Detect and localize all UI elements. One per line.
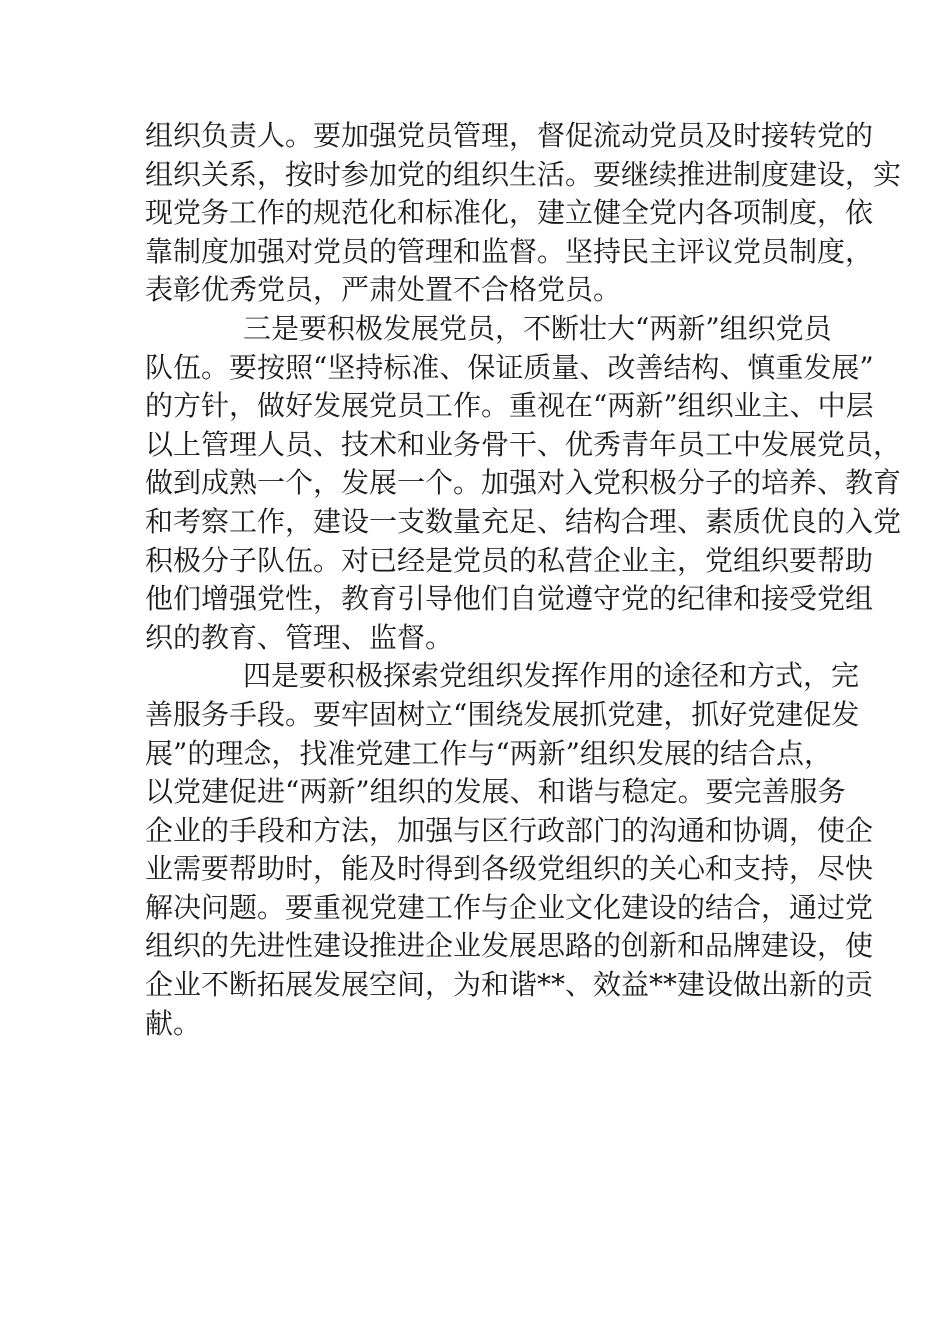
text-line: 展”的理念，找准党建工作与“两新”组织发展的结合点， <box>145 736 832 770</box>
text-line: 做到成熟一个，发展一个。加强对入党积极分子的培养、教育 <box>145 466 902 500</box>
text-line: 献。 <box>145 1006 202 1040</box>
text-line: 现党务工作的规范化和标准化，建立健全党内各项制度，依 <box>145 196 874 230</box>
text-line: 靠制度加强对党员的管理和监督。坚持民主评议党员制度， <box>145 234 874 268</box>
text-line: 四是要积极探索党组织发挥作用的途径和方式，完 <box>243 659 860 693</box>
text-line: 组织的先进性建设推进企业发展思路的创新和品牌建设，使 <box>145 929 874 963</box>
text-line: 组织负责人。要加强党员管理，督促流动党员及时接转党的 <box>145 119 874 152</box>
text-line: 表彰优秀党员，严肃处置不合格党员。 <box>145 273 622 307</box>
text-line: 三是要积极发展党员，不断壮大“两新”组织党员 <box>243 311 832 345</box>
text-line: 织的教育、管理、监督。 <box>145 620 454 654</box>
text-line: 解决问题。要重视党建工作与企业文化建设的结合，通过党 <box>145 890 874 924</box>
text-line: 队伍。要按照“坚持标准、保证质量、改善结构、慎重发展” <box>145 350 874 384</box>
text-line: 组织关系，按时参加党的组织生活。要继续推进制度建设，实 <box>145 157 902 191</box>
text-line: 企业的手段和方法，加强与区行政部门的沟通和协调，使企 <box>145 813 874 847</box>
text-line: 的方针，做好发展党员工作。重视在“两新”组织业主、中层 <box>145 389 874 423</box>
text-line: 以上管理人员、技术和业务骨干、优秀青年员工中发展党员， <box>145 427 902 461</box>
text-line: 企业不断拓展发展空间，为和谐**、效益**建设做出新的贡 <box>145 968 874 1002</box>
document-body <box>145 117 902 1043</box>
paragraph-explore-role <box>145 657 874 1043</box>
text-line: 他们增强党性，教育引导他们自觉遵守党的纪律和接受党组 <box>145 582 874 616</box>
text-line: 积极分子队伍。对已经是党员的私营企业主，党组织要帮助 <box>145 543 874 577</box>
text-line: 以党建促进“两新”组织的发展、和谐与稳定。要完善服务 <box>145 775 846 809</box>
text-line: 业需要帮助时，能及时得到各级党组织的关心和支持，尽快 <box>145 852 874 886</box>
text-line: 和考察工作，建设一支数量充足、结构合理、素质优良的入党 <box>145 504 902 538</box>
paragraph-develop-members <box>145 310 902 657</box>
text-line: 善服务手段。要牢固树立“围绕发展抓党建，抓好党建促发 <box>145 697 860 731</box>
paragraph-party-management <box>145 117 902 310</box>
